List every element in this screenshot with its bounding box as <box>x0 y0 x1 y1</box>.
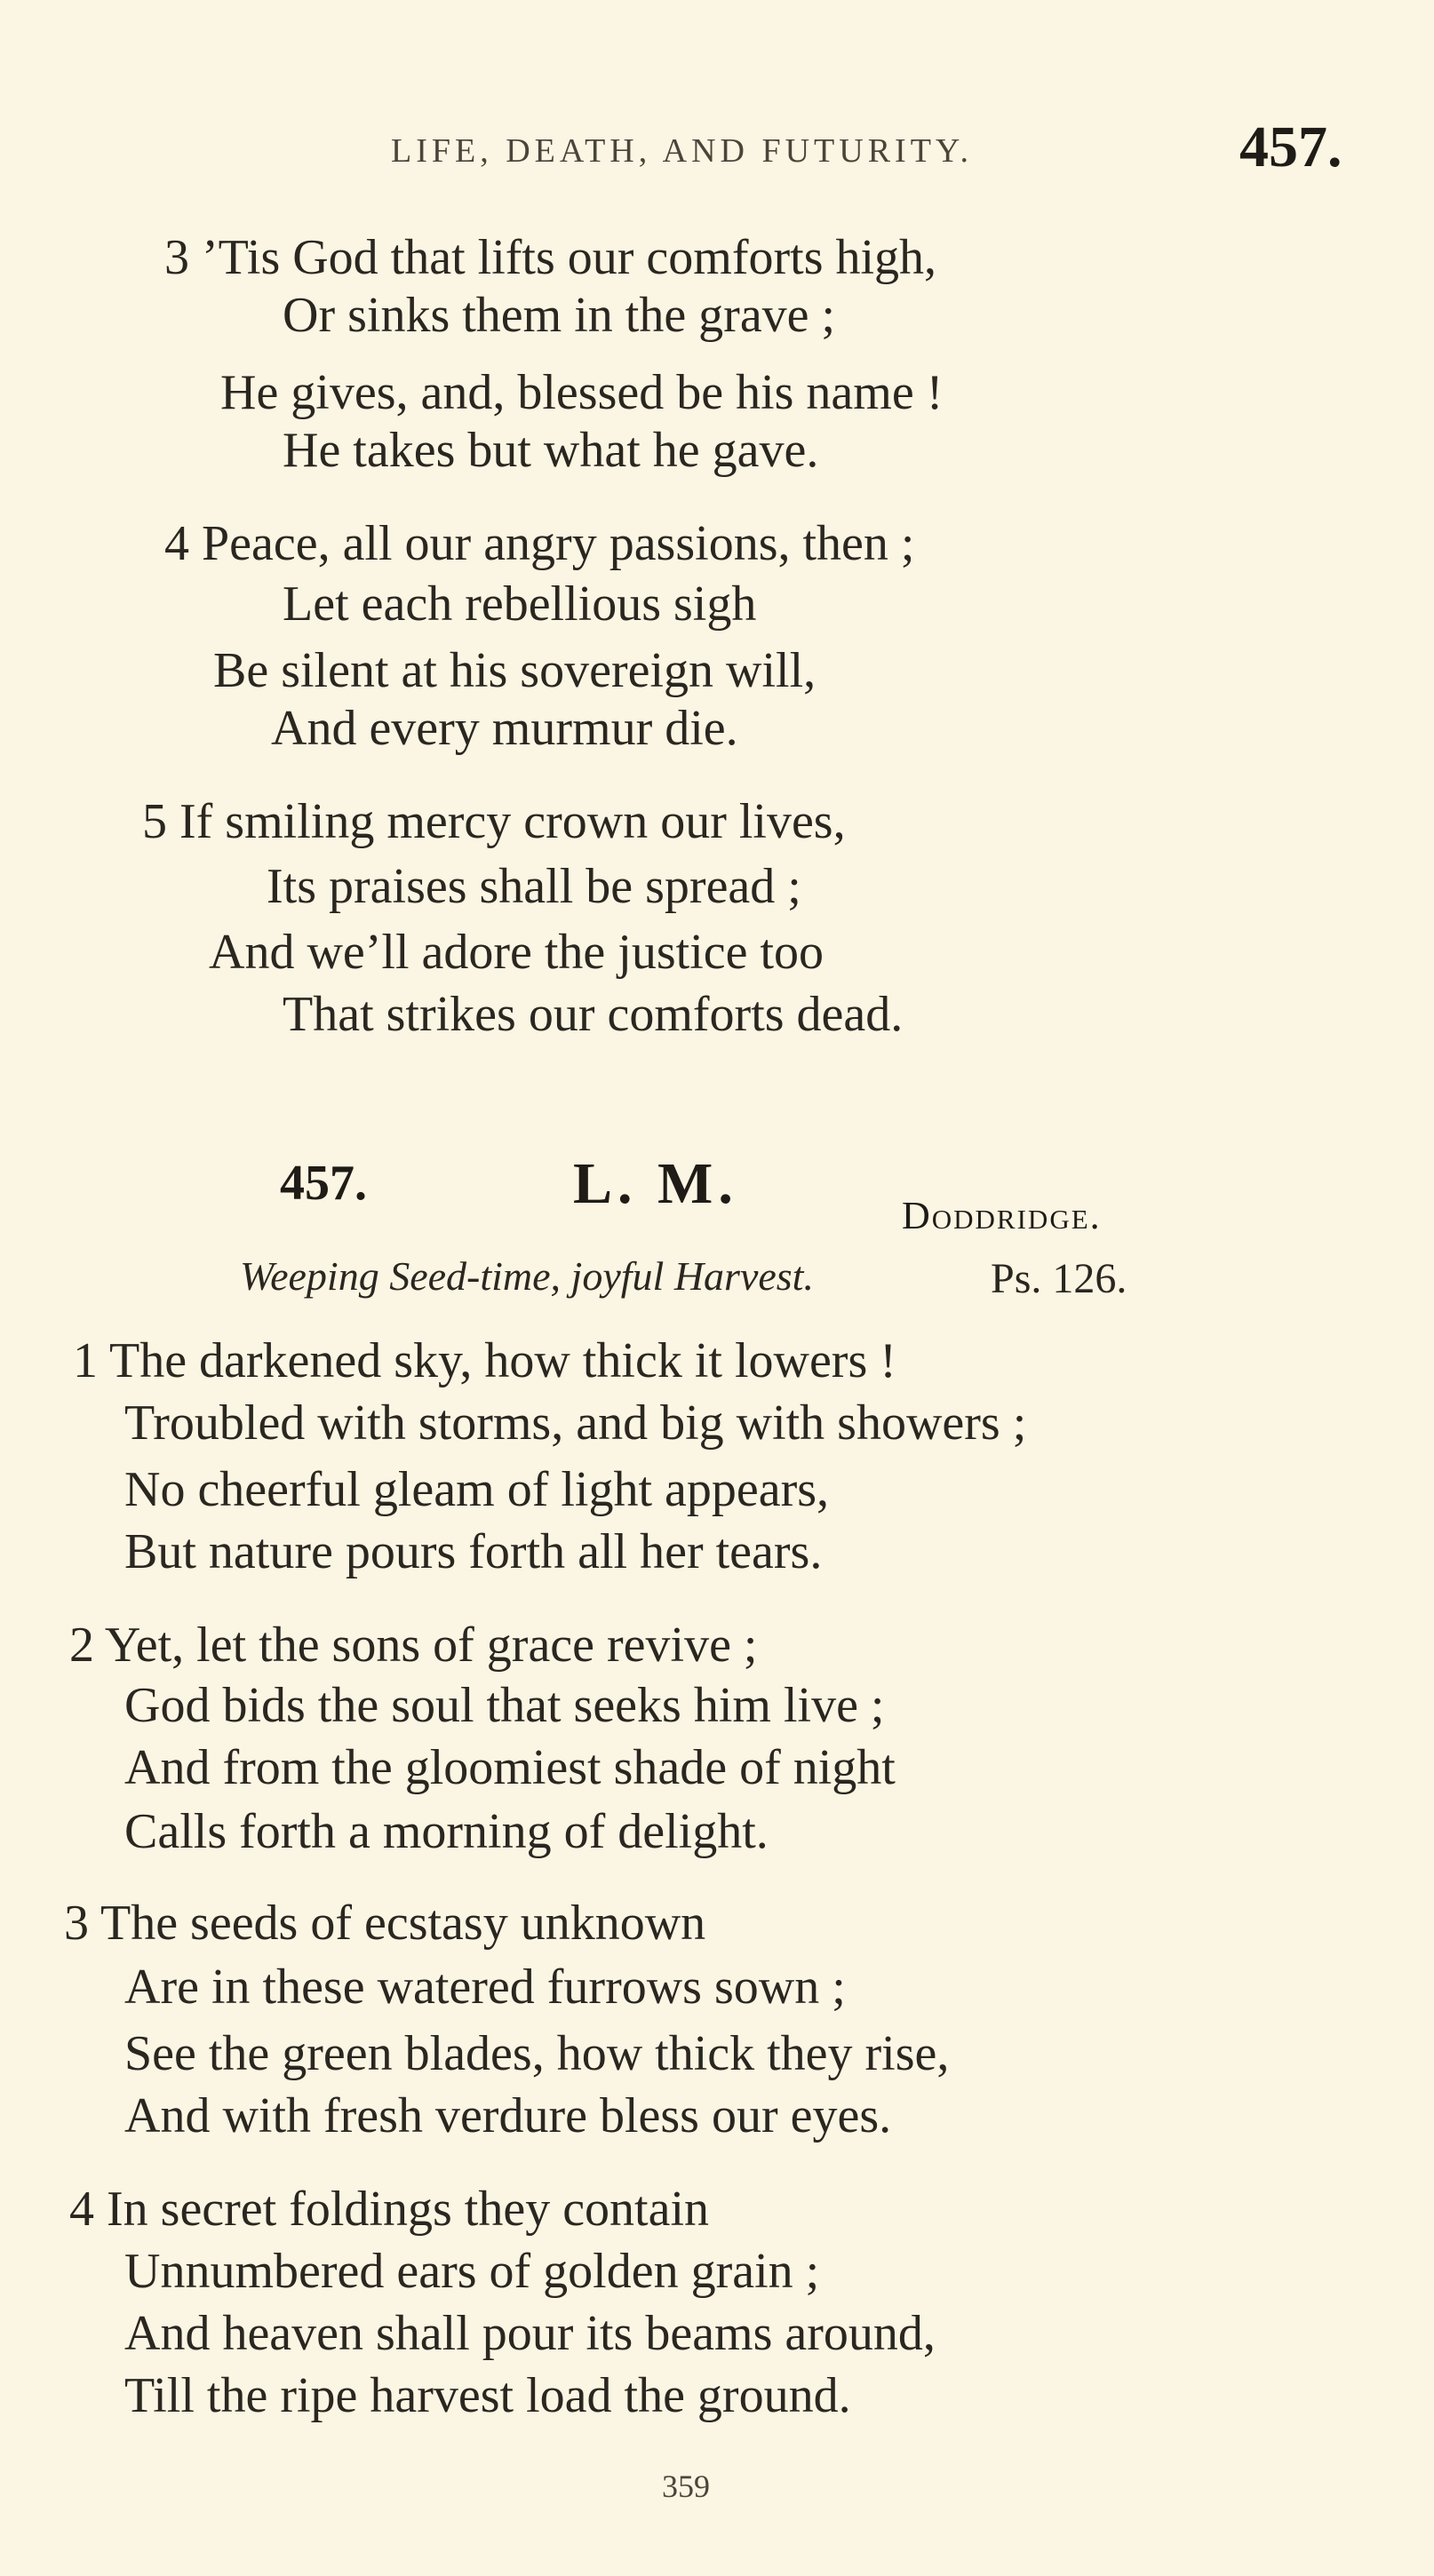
verse-line: Or sinks them in the grave ; <box>283 288 836 343</box>
verse-line: God bids the soul that seeks him live ; <box>124 1678 885 1733</box>
verse-line: Till the ripe harvest load the ground. <box>124 2368 851 2423</box>
verse-line: Its praises shall be spread ; <box>267 859 801 914</box>
verse-line: Troubled with storms, and big with showers ; <box>124 1395 1027 1451</box>
verse-line: 4 Peace, all our angry passions, then ; <box>164 516 915 571</box>
verse-line: And from the gloomiest shade of night <box>124 1740 896 1795</box>
verse-line: Calls forth a morning of delight. <box>124 1804 769 1859</box>
verse-line: He gives, and, blessed be his name ! <box>220 365 944 420</box>
verse-line: And we’ll adore the justice too <box>209 925 825 980</box>
verse-line: No cheerful gleam of light appears, <box>124 1462 830 1517</box>
verse-line: He takes but what he gave. <box>283 423 819 478</box>
hymn-number: 457. <box>280 1156 367 1211</box>
hymn-meter: L. M. <box>573 1151 738 1216</box>
page-hymn-number: 457. <box>1239 115 1342 179</box>
page-number: 359 <box>662 2469 710 2504</box>
verse-line: That strikes our comforts dead. <box>283 987 904 1042</box>
verse-line: Are in these watered furrows sown ; <box>124 1960 846 2015</box>
verse-line: See the green blades, how thick they rise, <box>124 2026 950 2081</box>
verse-line: Unnumbered ears of golden grain ; <box>124 2244 820 2299</box>
scripture-reference: Ps. 126. <box>991 1255 1127 1302</box>
verse-line: 2 Yet, let the sons of grace revive ; <box>69 1618 758 1673</box>
verse-line: And heaven shall pour its beams around, <box>124 2306 936 2361</box>
hymn-author: Doddridge. <box>902 1194 1102 1237</box>
verse-line: 5 If smiling mercy crown our lives, <box>142 794 846 849</box>
verse-line: Be silent at his sovereign will, <box>213 643 817 698</box>
verse-line: 1 The darkened sky, how thick it lowers ! <box>73 1333 896 1388</box>
verse-line: And with fresh verdure bless our eyes. <box>124 2088 892 2143</box>
verse-line: 3 The seeds of ecstasy unknown <box>64 1896 706 1951</box>
verse-line: 3 ’Tis God that lifts our comforts high, <box>164 230 937 285</box>
running-head: LIFE, DEATH, AND FUTURITY. <box>391 132 973 170</box>
hymn-subtitle: Weeping Seed-time, joyful Harvest. <box>240 1253 814 1299</box>
verse-line: But nature pours forth all her tears. <box>124 1524 823 1579</box>
verse-line: And every murmur die. <box>271 701 738 756</box>
verse-line: Let each rebellious sigh <box>283 576 757 632</box>
verse-line: 4 In secret foldings they contain <box>69 2182 710 2237</box>
